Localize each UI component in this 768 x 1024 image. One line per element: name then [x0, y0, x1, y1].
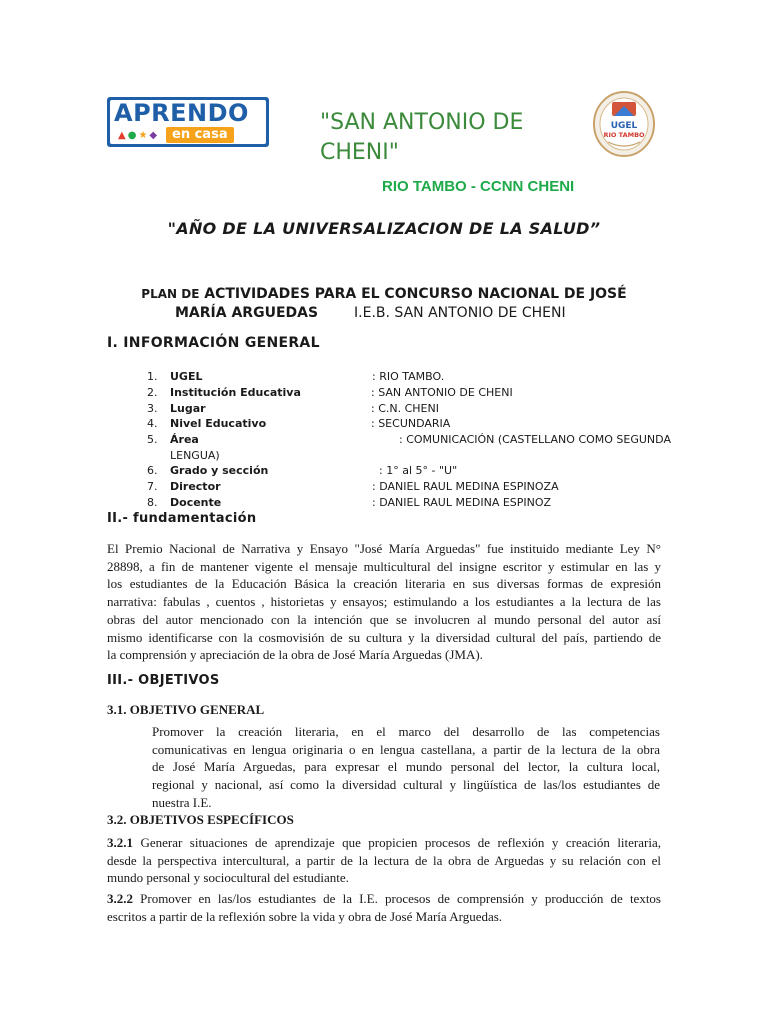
section-general-info-title: I. INFORMACIÓN GENERAL — [107, 335, 320, 351]
paragraph-line — [107, 629, 661, 647]
paragraph-line — [152, 794, 660, 812]
info-item-value: : COMUNICACIÓN (CASTELLANO COMO SEGUNDA — [399, 433, 671, 446]
line-text: narrativa: fabulas , cuentos , historietas y ensayos; estimulando a los estudiantes a la lectura de las — [107, 594, 661, 610]
info-item-number: 2. — [147, 386, 158, 399]
paragraph-line — [152, 723, 660, 741]
line-text: los estudiantes de la Educación Básica la creación literaria en sus diversas formas de expresión — [107, 576, 661, 592]
plan-title-main-2: MARÍA ARGUEDAS — [175, 305, 319, 321]
info-item-value: : DANIEL RAUL MEDINA ESPINOZ — [372, 496, 552, 509]
info-item-value: : DANIEL RAUL MEDINA ESPINOZA — [372, 480, 559, 493]
info-item-label: Grado y sección — [170, 464, 269, 477]
paragraph-line — [152, 741, 660, 759]
info-item-label: Institución Educativa — [170, 386, 301, 399]
line-text: mundo personal y sociocultural del estudiante. — [107, 870, 349, 886]
info-item-value: : SAN ANTONIO DE CHENI — [371, 386, 513, 399]
info-item-number: 7. — [147, 480, 158, 493]
line-text: 28898, a fin de mantener vigente el mensaje multicultural del insigne escritor y estimular en las y — [107, 558, 661, 574]
line-text: Promover la creación literaria, en el marco del desarrollo de las competencias — [152, 724, 660, 739]
school-location: RIO TAMBO - CCNN CHENI — [382, 178, 575, 195]
info-item-number: 1. — [147, 370, 158, 383]
logo-shapes-icon: ▲●★◆ — [118, 130, 160, 141]
info-item-value: : RIO TAMBO. — [372, 370, 445, 383]
paragraph-line — [107, 611, 661, 629]
info-item-label: Director — [170, 480, 221, 493]
ugel-rio-tambo-seal — [592, 90, 656, 158]
paragraph-line — [107, 646, 661, 664]
info-item-label: Docente — [170, 496, 222, 509]
line-text: la comprensión y apreciación de la obra de José María Arguedas (JMA). — [107, 647, 483, 663]
info-item-label: Lugar — [170, 402, 206, 415]
paragraph-line — [107, 540, 661, 558]
info-item-label: Nivel Educativo — [170, 417, 267, 430]
paragraph-line — [107, 834, 661, 852]
seal-text-1: UGEL — [610, 121, 638, 131]
school-title: "SAN ANTONIO DE CHENI" — [320, 110, 524, 165]
paragraph-line — [152, 776, 660, 794]
logo-text-top: APRENDO — [114, 100, 249, 127]
paragraph-line — [107, 890, 661, 908]
seal-icon — [592, 90, 656, 158]
paragraph-line — [107, 558, 661, 576]
specific-objective-2 — [107, 890, 661, 925]
plan-title-prefix: PLAN DE — [141, 287, 200, 301]
info-item-value: : SECUNDARIA — [371, 417, 451, 430]
line-text: Promover en las/los estudiantes de la I.E. procesos de comprensión y producción de textos — [133, 891, 661, 906]
line-text: escritos a partir de la reflexión sobre la vida y obra de José María Arguedas. — [107, 908, 503, 924]
objective-number: 3.2.1 — [107, 835, 133, 850]
line-text: mismo identificarse con la cosmovisión de su cultura y la diversidad cultural del país, partiendo de — [107, 629, 661, 645]
info-item-label: UGEL — [170, 370, 203, 383]
line-text: desde la perspectiva intercultural, a partir de la lectura de la obra de Arguedas y su relación con el — [107, 852, 661, 868]
line-text: El Premio Nacional de Narrativa y Ensayo "José María Arguedas" fue instituido mediante Ley N° — [107, 541, 661, 556]
paragraph-line — [107, 593, 661, 611]
info-item-value: : C.N. CHENI — [371, 402, 439, 415]
info-item-label: Área — [170, 433, 199, 446]
paragraph-line — [107, 852, 661, 870]
year-title: "AÑO DE LA UNIVERSALIZACION DE LA SALUD” — [167, 219, 601, 238]
plan-title-line1 — [0, 286, 768, 302]
info-item-value: : 1° al 5° - "U" — [379, 464, 458, 477]
general-objective-title: 3.1. OBJETIVO GENERAL — [107, 702, 265, 717]
paragraph-line — [107, 869, 661, 887]
paragraph-line — [152, 758, 660, 776]
info-item-number: 8. — [147, 496, 158, 509]
general-objective-paragraph — [152, 723, 660, 812]
paragraph-line — [107, 908, 661, 926]
fundamentacion-paragraph — [107, 540, 661, 664]
line-text: Generar situaciones de aprendizaje que propicien procesos de reflexión y creación literaria, — [133, 835, 661, 850]
line-text: obras del autor mencionado con la intención que se involucren al mundo personal del autor así — [107, 611, 661, 627]
plan-title-line2 — [175, 305, 566, 321]
line-text: de José María Arguedas, para expresar el mundo personal del lector, la cultura local, — [152, 759, 660, 775]
plan-title-institution: I.E.B. SAN ANTONIO DE CHENI — [354, 305, 566, 321]
info-item-number: 4. — [147, 417, 158, 430]
line-text: nuestra I.E. — [152, 794, 212, 810]
section-objetivos-title: III.- OBJETIVOS — [107, 673, 220, 688]
info-item-value-continued: LENGUA) — [170, 449, 220, 462]
seal-text-2: RIO TAMBO — [603, 131, 645, 139]
info-item-number: 3. — [147, 402, 158, 415]
objective-number: 3.2.2 — [107, 891, 133, 906]
paragraph-line — [107, 575, 661, 593]
section-fundamentacion-title: II.- fundamentación — [107, 511, 257, 526]
line-text: comunicativas en lengua originaria o en lengua castellana, a partir de la lectura de la obra — [152, 741, 660, 757]
line-text: regional y nacional, así como la diversidad cultural y lingüística de las/los estudiantes de — [152, 777, 660, 793]
specific-objectives-title: 3.2. OBJETIVOS ESPECÍFICOS — [107, 812, 294, 827]
info-item-number: 6. — [147, 464, 158, 477]
info-item-number: 5. — [147, 433, 158, 446]
logo-text-bottom: en casa — [166, 127, 234, 143]
aprendo-en-casa-logo — [107, 97, 269, 147]
specific-objective-1 — [107, 834, 661, 887]
plan-title-main: ACTIVIDADES PARA EL CONCURSO NACIONAL DE JOSÉ — [199, 286, 627, 302]
